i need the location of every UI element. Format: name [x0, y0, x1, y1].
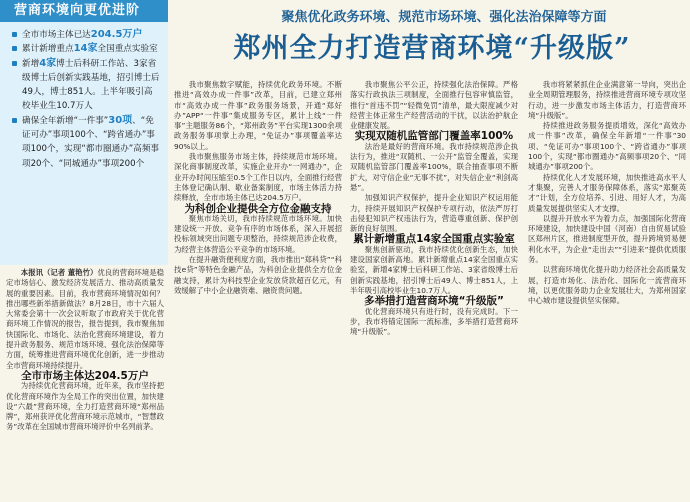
paragraph: 为持续优化营商环境，近年来，我市坚持把优化营商环境作为全局工作的突出位置，加快建设“六最”营商环境，全力打造营商环境“郑州品牌”，郑州获评优化营商环境示范城市，“智慧政务”改革在全国城市营商环境评价中名列前茅。 — [6, 381, 164, 432]
paragraph: 持续推进政务服务提质增效，深化“高效办成一件事”改革，确保全年新增“一件事”30项、“免证可办”事项100个、“跨省通办”事项100个，实现“都市圈通办”高频事项20个、“同城通办”事项200个。 — [528, 121, 686, 172]
byline: 本报讯（记者 董艳竹） — [20, 268, 98, 277]
paragraph: 以提升开放水平为着力点，加强国际化营商环境建设，加快建设中国（河南）自由贸易试验区郑州片区，推进制度型开放，提升跨境贸易便利化水平，为企业“走出去”“引进来”提供优质服务。 — [528, 213, 686, 265]
subheading: 累计新增重点14家全国重点实验室 — [353, 233, 515, 246]
paragraph: 优化营商环境只有进行时，没有完成时。下一步，我市将锚定国际一流标准，多举措打造营商环境“升级版”。 — [350, 306, 518, 337]
subheading: 多举措打造营商环境“升级版” — [364, 295, 504, 308]
paragraph: 我市聚焦服务市场主体，持续规范市场环境。深化商事制度改革，实施企业开办“一网通办”，企业开办时间压缩至0.5个工作日以内，全面推行经营主体登记确认制、歇业备案制度，市场主体活力持续释放，全市市场主体已达204.5万户。 — [174, 152, 342, 203]
sidebar-body — [0, 22, 168, 171]
article-column-2 — [174, 80, 342, 498]
article-column-3 — [350, 80, 518, 498]
stat-item: 全市市场主体已达204.5万户 — [12, 28, 160, 42]
paragraph: 聚焦市场关切，我市持续规范市场环境。加快建设统一开放、竞争有序的市场体系，深入开展招投标领域突出问题专项整治，持续规范涉企收费，为经营主体营造公平竞争的市场环境。 — [174, 213, 342, 254]
article-column-4 — [528, 80, 686, 498]
bullet-icon — [12, 46, 17, 51]
paragraph: 以营商环境优化提升助力经济社会高质量发展，打造市场化、法治化、国际化一流营商环境，以更优服务助力企业发展壮大，为郑州国家中心城市建设提供坚实保障。 — [528, 265, 686, 306]
headline-kicker: 聚焦优化政务环境、规范市场环境、强化法治保障等方面 — [281, 10, 607, 25]
paragraph: 持续优化人才发展环境，加快推进高水平人才集聚，完善人才服务保障体系，落实“郑聚英才”计划，全方位培养、引进、用好人才，为高质量发展提供坚实人才支撑。 — [528, 172, 686, 213]
subheading: 为科创企业提供全方位金融支持 — [184, 202, 332, 215]
bullet-icon — [12, 118, 17, 123]
paragraph: 聚焦创新驱动，我市持续优化创新生态，加快建设国家创新高地。累计新增重点14家全国重点实验室，新增4家博士后科研工作站、3家省级博士后创新实践基地，招引博士后49人、博士851人，上半年吸引高校毕业生10.7万人。 — [350, 244, 518, 295]
lead-paragraph: 本报讯（记者 董艳竹）优良的营商环境是稳定市场信心、激发经济发展活力、推动高质量发展的重要因素。目前，我市营商环境情况如何？推出哪些新举措新做法？8月28日，市十六届人大常委会第十一次会议听取了市政府关于优化营商环境工作情况的报告，报告提到，我市聚焦加快国际化、市场化、法治化营商环境建设，着力提升政务服务、规范市场环境、强化法治保障等方面，统筹推进营商环境优化创新，进一步推动全市营商环境持续提升。 — [6, 268, 164, 370]
bullet-icon — [12, 32, 17, 37]
paragraph: 在提升融资便利度方面，我市推出“郑科贷”“科技e贷”等特色金融产品，为科创企业提供全方位金融支持，累计为科技型企业发放贷款超百亿元，有效缓解了中小企业融资难、融资贵问题。 — [174, 255, 342, 295]
subheading: 实现双随机监管部门覆盖率100% — [354, 130, 514, 143]
paragraph: 法治是最好的营商环境。我市持续规范涉企执法行为，推进“双随机、一公开”监管全覆盖，实现双随机监管部门覆盖率100%，联合抽查事项不断扩大，对守信企业“无事不扰”，对失信企业“利剑高悬”。 — [350, 141, 518, 192]
paragraph: 我市聚焦公平公正，持续强化法治保障。严格落实行政执法三项制度，全面推行包容审慎监管，推行“首违不罚”“轻微免罚”清单，最大限度减少对经营主体正常生产经营活动的干扰，以法治护航企业健康发展。 — [350, 80, 518, 131]
page-headline: 郑州全力打造营商环境“升级版” — [233, 33, 631, 64]
paragraph: 加强知识产权保护，提升企业知识产权运用能力，持续开展知识产权保护专项行动，依法严厉打击侵犯知识产权违法行为，营造尊重创新、保护创新的良好氛围。 — [350, 193, 518, 234]
stat-item: 累计新增重点14家全国重点实验室 — [12, 42, 160, 56]
paragraph: 我市将紧紧抓住企业满意第一导向，突出企业全周期管理服务，持续推进营商环境专项攻坚行动，进一步激发市场主体活力，打造营商环境“升级版”。 — [528, 80, 686, 120]
bullet-icon — [12, 61, 17, 66]
stats-sidebar — [0, 0, 168, 265]
stat-item: 确保全年新增“一件事”30项、“免证可办”事项100个、“跨省通办”事项100个，实现“都市圈通办”高频事项20个、“同城通办”事项200个 — [12, 114, 160, 171]
paragraph: 我市聚焦数字赋能，持续优化政务环境。不断推进“高效办成一件事”改革，目前，已建立郑州市“高效办成一件事”政务服务场景，开通“郑好办”APP“一件事”集成服务专区，累计上线“一件事”主题服务86个，“郑州政务”平台实现1300余项政务服务事项掌上办理，“免证办”事项覆盖率达90%以上。 — [174, 80, 342, 151]
article-column-1 — [6, 268, 164, 498]
stat-item: 新增4家博士后科研工作站、3家省级博士后创新实践基地，招引博士后49人，博士851人。上半年吸引高校毕业生10.7万人 — [12, 57, 160, 114]
subheading: 全市市场主体达204.5万户 — [21, 369, 149, 382]
sidebar-title: 营商环境向更优进阶 — [0, 0, 168, 22]
